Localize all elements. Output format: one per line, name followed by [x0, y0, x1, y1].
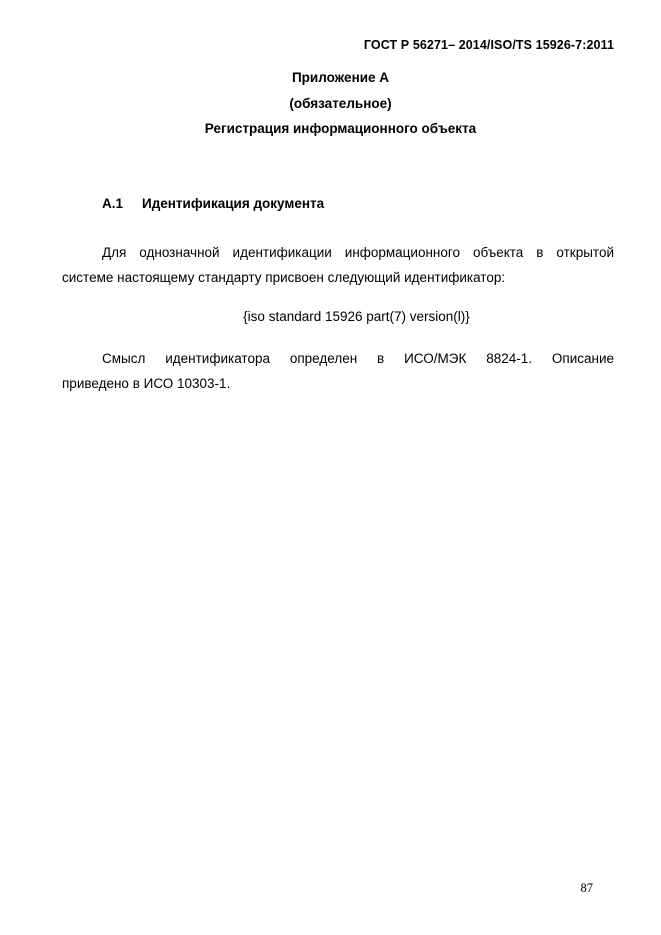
paragraph-identification	[62, 240, 614, 290]
paragraph-line: приведено в ИСО 10303-1.	[62, 376, 231, 391]
paragraph-meaning	[62, 346, 614, 396]
object-identifier: {iso standard 15926 part(7) version(l)}	[243, 309, 470, 324]
section-heading	[102, 196, 324, 211]
section-number: А.1	[102, 196, 124, 211]
annex-subject: Регистрация информационного объекта	[204, 121, 477, 136]
annex-status: (обязательное)	[289, 96, 392, 111]
paragraph-line: Смысл идентификатора определен в ИСО/МЭК 8824-1. Описание	[102, 351, 614, 366]
paragraph-line: системе настоящему стандарту присвоен следующий идентификатор:	[62, 270, 506, 285]
paragraph-line: Для однозначной идентификации информационного объекта в открытой	[102, 245, 614, 260]
standard-code-header: ГОСТ Р 56271– 2014/ISO/TS 15926-7:2011	[363, 38, 614, 52]
annex-title: Приложение А	[291, 70, 390, 85]
section-title: Идентификация документа	[142, 196, 325, 211]
page-number: 87	[580, 881, 593, 895]
